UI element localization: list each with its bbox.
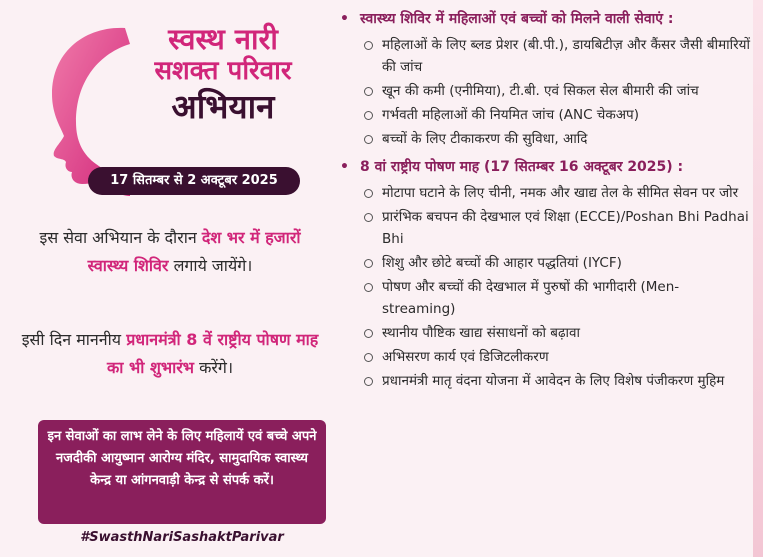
circle-bullet-icon bbox=[364, 189, 373, 198]
circle-bullet-icon bbox=[364, 213, 373, 222]
list-item-text: अभिसरण कार्य एवं डिजिटलीकरण bbox=[382, 349, 549, 365]
list-item bbox=[330, 128, 750, 150]
list-item bbox=[330, 80, 750, 102]
list-item bbox=[330, 346, 750, 368]
nutrition-heading-text: 8 वां राष्ट्रीय पोषण माह (17 सितम्बर 16 अक्टूबर 2025) : bbox=[360, 159, 684, 175]
circle-bullet-icon bbox=[364, 41, 373, 50]
para1-text: इस सेवा अभियान के दौरान bbox=[39, 228, 202, 247]
para1-highlight: देश भर में हजारों स्वास्थ्य शिविर bbox=[87, 228, 301, 275]
list-item-text: प्रधानमंत्री मातृ वंदना योजना में आवेदन के लिए विशेष पंजीकरण मुहिम bbox=[382, 373, 725, 389]
list-item bbox=[330, 276, 750, 320]
list-item-text: मोटापा घटाने के लिए चीनी, नमक और खाद्य तेल के सीमित सेवन पर जोर bbox=[382, 185, 739, 201]
circle-bullet-icon bbox=[364, 87, 373, 96]
para1-end: लगाये जायेंगे। bbox=[168, 256, 253, 275]
nutrition-heading bbox=[330, 156, 750, 178]
circle-bullet-icon bbox=[364, 353, 373, 362]
circle-bullet-icon bbox=[364, 329, 373, 338]
list-item bbox=[330, 206, 750, 250]
nutrition-month-section bbox=[330, 156, 750, 392]
list-item-text: प्रारंभिक बचपन की देखभाल एवं शिक्षा (ECCE)/Poshan Bhi Padhai Bhi bbox=[382, 209, 749, 247]
title-line-2: सशक्त परिवार bbox=[154, 56, 292, 87]
services-list bbox=[330, 34, 750, 150]
nutrition-list bbox=[330, 182, 750, 392]
list-item-text: पोषण और बच्चों की देखभाल में पुरुषों की भागीदारी (Men-streaming) bbox=[382, 279, 680, 317]
camp-info-text bbox=[20, 224, 320, 280]
left-panel bbox=[0, 0, 330, 557]
list-item bbox=[330, 182, 750, 204]
services-heading bbox=[330, 8, 750, 30]
circle-bullet-icon bbox=[364, 377, 373, 386]
list-item-text: स्थानीय पौष्टिक खाद्य संसाधनों को बढ़ावा bbox=[382, 325, 581, 341]
bullet-icon: • bbox=[340, 159, 349, 175]
decorative-edge bbox=[753, 0, 763, 557]
list-item bbox=[330, 252, 750, 274]
campaign-title bbox=[118, 24, 328, 124]
list-item bbox=[330, 34, 750, 78]
circle-bullet-icon bbox=[364, 283, 373, 292]
contact-callout: इन सेवाओं का लाभ लेने के लिए महिलायें एवं बच्चे अपने नजदीकी आयुष्मान आरोग्य मंदिर, सामुदायिक स्वास्थ्य केन्द्र या आंगनवाड़ी केन्द्र से संपर्क करें। bbox=[38, 420, 326, 524]
list-item bbox=[330, 370, 750, 392]
services-section bbox=[330, 8, 750, 150]
circle-bullet-icon bbox=[364, 259, 373, 268]
date-badge: 17 सितम्बर से 2 अक्टूबर 2025 bbox=[88, 167, 300, 195]
right-panel bbox=[330, 8, 750, 394]
para2-highlight: प्रधानमंत्री 8 वें राष्ट्रीय पोषण माह का भी शुभारंभ bbox=[106, 330, 319, 377]
pm-info-text bbox=[20, 326, 320, 382]
list-item-text: खून की कमी (एनीमिया), टी.बी. एवं सिकल सेल बीमारी की जांच bbox=[382, 83, 699, 99]
list-item-text: गर्भवती महिलाओं की नियमित जांच (ANC चेकअप) bbox=[382, 107, 639, 123]
bullet-icon: • bbox=[340, 11, 349, 27]
list-item bbox=[330, 322, 750, 344]
list-item-text: शिशु और छोटे बच्चों की आहार पद्धतियां (IYCF) bbox=[382, 255, 622, 271]
title-line-3: अभियान bbox=[171, 86, 275, 126]
hashtag: #SwasthNariSashaktParivar bbox=[80, 530, 284, 545]
para2-text: इसी दिन माननीय bbox=[21, 330, 127, 349]
para2-end: करेंगे। bbox=[194, 358, 234, 377]
circle-bullet-icon bbox=[364, 135, 373, 144]
list-item-text: महिलाओं के लिए ब्लड प्रेशर (बी.पी.), डायबिटीज़ और कैंसर जैसी बीमारियों की जांच bbox=[382, 37, 750, 75]
services-heading-text: स्वास्थ्य शिविर में महिलाओं एवं बच्चों को मिलने वाली सेवाएं : bbox=[360, 11, 674, 27]
title-line-1: स्वस्थ नारी bbox=[168, 22, 278, 56]
circle-bullet-icon bbox=[364, 111, 373, 120]
list-item-text: बच्चों के लिए टीकाकरण की सुविधा, आदि bbox=[382, 131, 588, 147]
list-item bbox=[330, 104, 750, 126]
